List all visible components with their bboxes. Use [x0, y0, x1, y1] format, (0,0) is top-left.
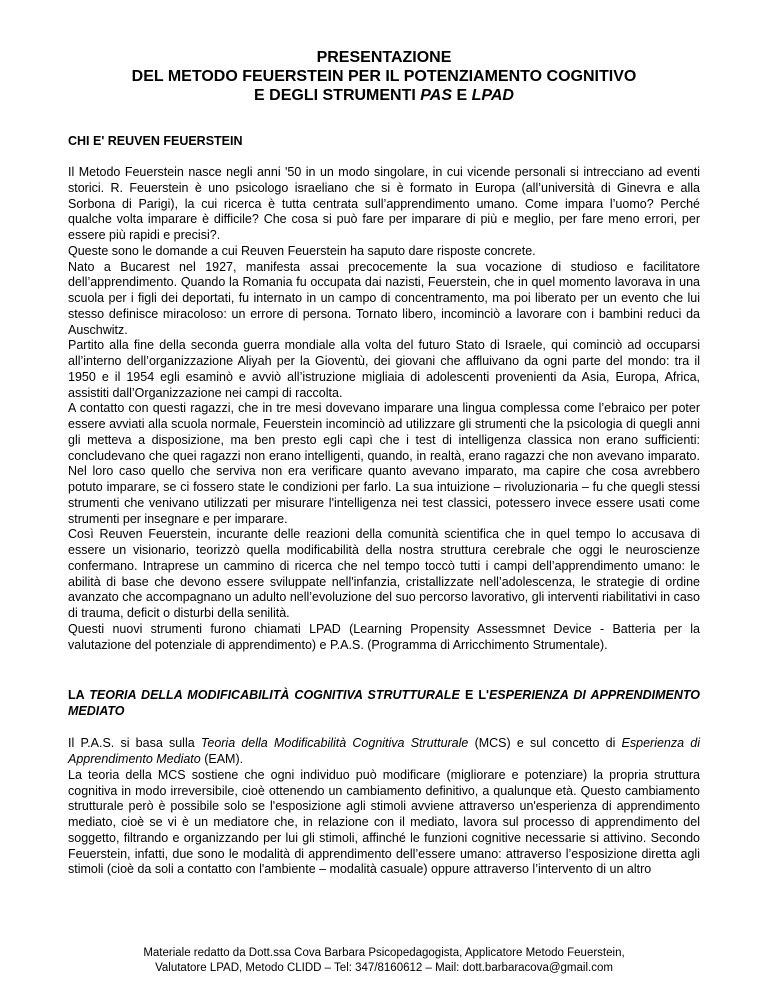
section-1-body — [68, 165, 700, 653]
p1-d-italic: Esperienza di Apprendimento Mediato — [68, 736, 701, 766]
paragraph: Questi nuovi strumenti furono chiamati LPAD (Learning Propensity Assessmnet Device - Batteria per la valutazione del potenziale di apprendimento) e P.A.S. (Programma di Arricchimento Strumentale). — [68, 621, 700, 652]
heading-teoria-italic: TEORIA DELLA MODIFICABILITÀ COGNITIVA STRUTTURALE — [89, 688, 460, 703]
heading-esperienza-italic: ESPERIENZA DI APPRENDIMENTO MEDIATO — [68, 688, 700, 719]
title-line-2: DEL METODO FEUERSTEIN PER IL POTENZIAMENTO COGNITIVO — [131, 68, 637, 85]
title-line-3-mid: E — [452, 87, 472, 104]
title-line-1: PRESENTAZIONE — [316, 49, 452, 66]
paragraph: A contatto con questi ragazzi, che in tre mesi dovevano imparare una lingua complessa come l’ebraico per poter essere avviati alla scuola normale, Feuerstein incominciò ad utilizzare gli strumenti che la psicologia di quegli anni gli metteva a disposizione, ma ben presto egli capì che i test di intelligenza classica non erano sufficienti: concludevano che quei ragazzi non erano intelligenti, quando, in realtà, erano ragazzi che non avevano imparato. Nel loro caso quello che serviva non era verificare quanto avevano imparato, ma capire che cosa avrebbero potuto imparare, se ci fossero state le condizioni per farlo. La sua intuizione – rivoluzionaria – fu che quegli stessi strumenti che venivano utilizzati per misurare l'intelligenza nei test classici, potessero invece essere usati come strumenti per insegnare e per imparare. — [68, 401, 700, 526]
document-page — [68, 48, 700, 878]
paragraph — [68, 736, 700, 768]
title-lpad: LPAD — [471, 87, 514, 104]
title-line-3-prefix: E DEGLI STRUMENTI — [254, 87, 421, 104]
section-2-body — [68, 736, 700, 878]
section-heading-chi-e: CHI E' REUVEN FEUERSTEIN — [68, 134, 243, 148]
heading-e: E L' — [459, 688, 489, 703]
footer-line-2: Valutatore LPAD, Metodo CLIDD – Tel: 347/8160612 – Mail: dott.barbaracova@gmail.com — [155, 961, 613, 974]
p1-c: (MCS) e sul concetto di — [468, 736, 622, 751]
section-heading-teoria — [68, 687, 700, 719]
title-line-3 — [68, 86, 700, 105]
heading-la: LA — [68, 688, 90, 703]
p1-b-italic: Teoria della Modificabilità Cognitiva Strutturale — [200, 736, 469, 751]
document-title — [68, 48, 700, 105]
p1-a: Il P.A.S. si basa sulla — [68, 736, 201, 751]
paragraph: La teoria della MCS sostiene che ogni individuo può modificare (migliorare e potenziare) la propria struttura cognitiva in modo irreversibile, cioè ottenendo un cambiamento definitivo, a qualunque età. Questo cambiamento strutturale però è possibile solo se l'esposizione agli stimoli avviene attraverso un'esperienza di apprendimento mediato, cioè se vi è un mediatore che, in relazione con il mediato, lavora sul processo di apprendimento del soggetto, filtrando e organizzando per lui gli stimoli, affinché le funzioni cognitive necessarie si attivino. Secondo Feuerstein, infatti, due sono le modalità di apprendimento dell’essere umano: attraverso l’esposizione diretta agli stimoli (cioè da soli a contatto con l'ambiente – modalità casuale) oppure attraverso l’intervento di un altro — [68, 767, 700, 877]
paragraph: Nato a Bucarest nel 1927, manifesta assai precocemente la sua vocazione di studioso e facilitatore dell’apprendimento. Quando la Romania fu occupata dai nazisti, Feuerstein, che in quel momento lavorava in una scuola per i figli dei deportati, fu internato in un campo di concentramento, ma poi liberato per un evento che lui stesso definisce miracoloso: un errore di persona. Tornato libero, incominciò a lavorare con i bambini reduci da Auschwitz. — [68, 259, 700, 337]
page-footer — [68, 946, 700, 975]
footer-line-1: Materiale redatto da Dott.ssa Cova Barbara Psicopedagogista, Applicatore Metodo Feuerstein, — [143, 947, 625, 959]
p1-e: (EAM). — [200, 752, 244, 766]
title-pas: PAS — [420, 87, 452, 104]
paragraph: Il Metodo Feuerstein nasce negli anni '50 in un modo singolare, in cui vicende personali si intrecciano ad eventi storici. R. Feuerstein è uno psicologo israeliano che si è formato in Europa (all’università di Ginevra e alla Sorbona di Parigi), la cui ricerca è tutta centrata sull’apprendimento umano. Come impara l’uomo? Perché qualche volta imparare è difficile? Che cosa si può fare per imparare di più e meglio, per fare meno errori, per essere più rapidi e precisi?. — [68, 165, 700, 242]
paragraph: Partito alla fine della seconda guerra mondiale alla volta del futuro Stato di Israele, qui cominciò ad occuparsi all’interno dell’organizzazione Aliyah per la Gioventù, dei giovani che affluivano da ogni parte del mondo: tra il 1950 e il 1954 egli esaminò e avviò all’istruzione migliaia di adolescenti provenienti da Asia, Europa, Africa, assistiti dall’Organizzazione nei campi di raccolta. — [68, 338, 700, 400]
paragraph: Così Reuven Feuerstein, incurante delle reazioni della comunità scientifica che in quel tempo lo accusava di essere un visionario, teorizzò quella modificabilità della nostra struttura cerebrale che oggi le neuroscienze confermano. Intraprese un cammino di ricerca che nel tempo toccò tutti i campi dell’apprendimento umano: le abilità di base che devono essere sviluppate nell'infanzia, cristallizzate nell’adolescenza, le strategie di ordine avanzato che accompagnano un adulto nell’evoluzione del suo percorso lavorativo, gli interventi riabilitativi in caso di trauma, deficit o disturbi della senilità. — [68, 527, 700, 620]
paragraph: Queste sono le domande a cui Reuven Feuerstein ha saputo dare risposte concrete. — [68, 243, 536, 258]
